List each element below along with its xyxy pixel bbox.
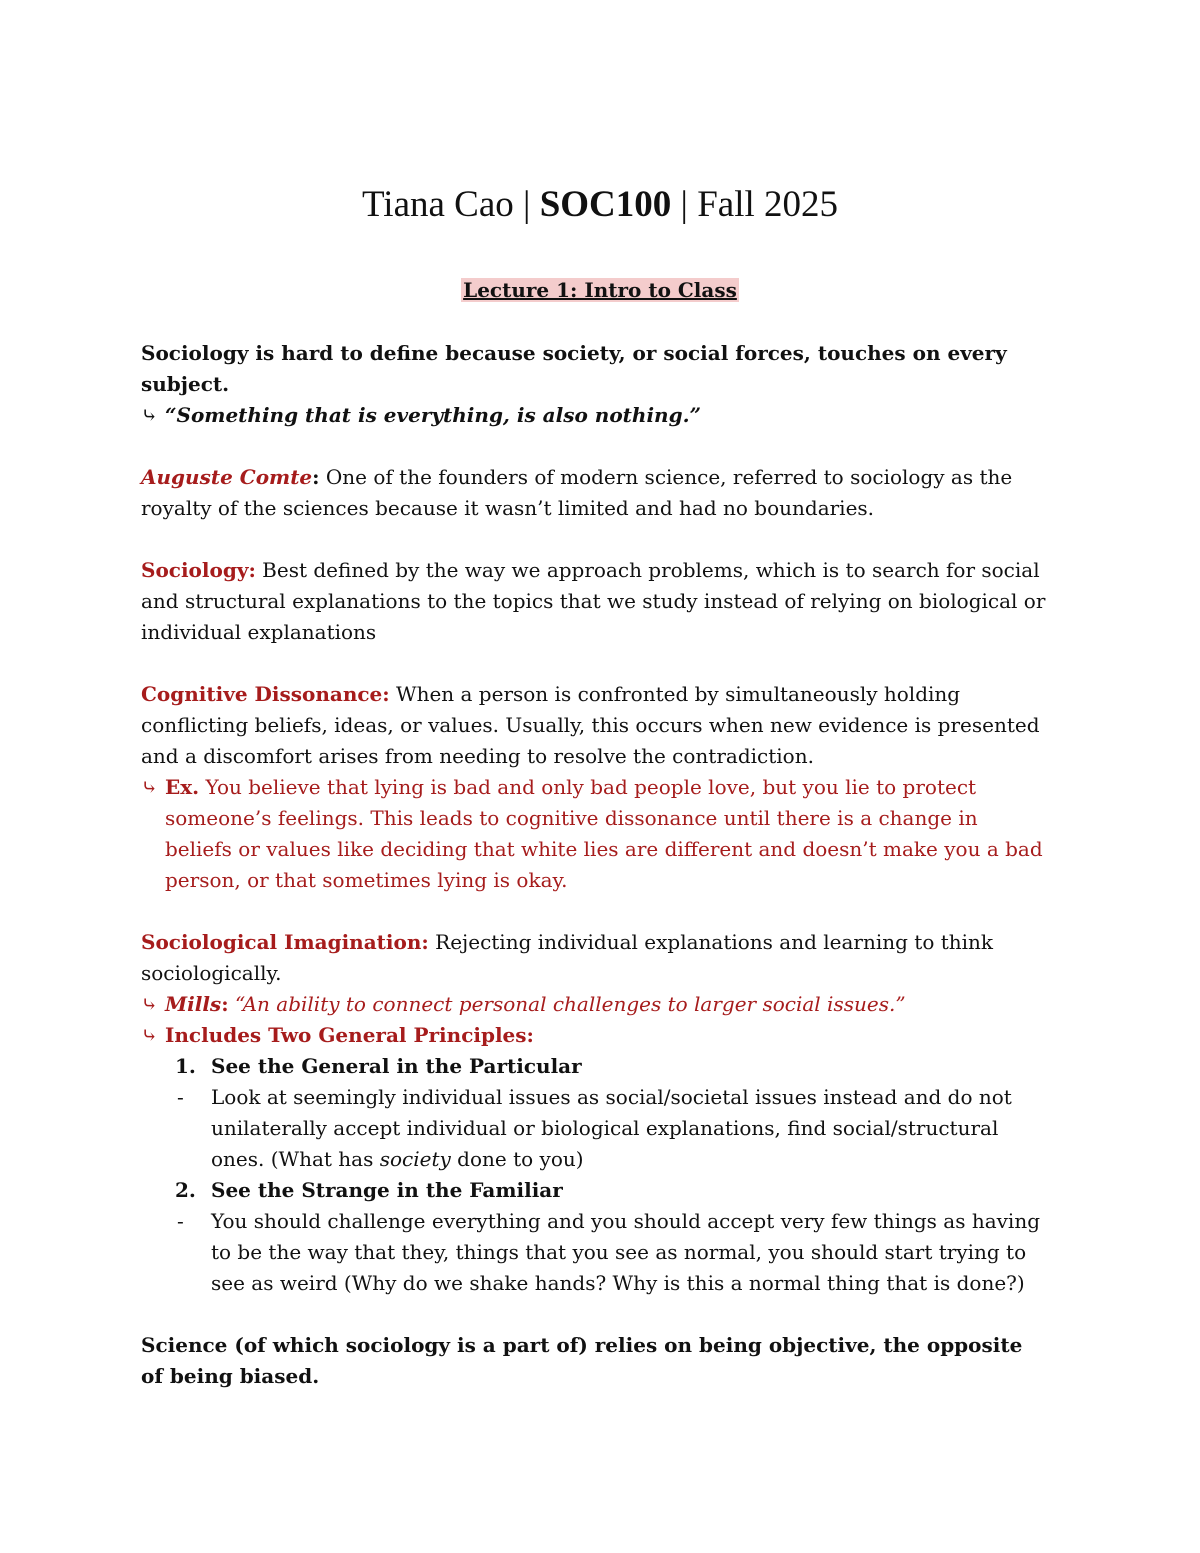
dissonance-term: Cognitive Dissonance: <box>141 682 390 706</box>
term: Fall 2025 <box>697 184 838 225</box>
principles-label: Includes Two General Principles: <box>165 1023 534 1047</box>
science-statement: Science (of which sociology is a part of) relies on being objective, the opposite of being biased. <box>141 1333 1023 1388</box>
arrow-icon: ⤷ <box>141 403 158 427</box>
dissonance-definition: Cognitive Dissonance: When a person is confronted by simultaneously holding conflicting beliefs, ideas, or values. Usually, this occurs when new evidence is presented and a discomfort arises from needing to resolve the contradiction. <box>141 682 1040 768</box>
page-title: Tiana Cao | SOC100 | Fall 2025 <box>361 184 838 225</box>
intro-quote-line <box>141 400 1046 431</box>
principle-title: See the Strange in the Familiar <box>211 1178 563 1202</box>
dissonance-example: ⤷ Ex. You believe that lying is bad and only bad people love, but you lie to protect someone’s feelings. This leads to cognitive dissonance until there is a change in beliefs or values like deciding that white lies are different and doesn’t make you a bad person, or that sometimes lying is okay. <box>141 772 1046 896</box>
imagination-term: Sociological Imagination: <box>141 930 429 954</box>
notes-body <box>141 338 1046 1392</box>
lecture-heading: Lecture 1: Intro to Class <box>463 278 737 302</box>
mills-quote-line: ⤷ Mills: “An ability to connect personal challenges to larger social issues.” <box>141 989 1046 1020</box>
comte-term: Auguste Comte <box>141 465 313 489</box>
arrow-icon: ⤷ <box>141 775 158 799</box>
principle-item: 2. See the Strange in the Familiar <box>175 1178 563 1202</box>
principle-item: 1. See the General in the Particular <box>175 1054 582 1078</box>
arrow-icon: ⤷ <box>141 1023 158 1047</box>
course-code: SOC100 <box>539 184 672 225</box>
intro-statement: Sociology is hard to define because society, or social forces, touches on every subject. <box>141 341 1007 396</box>
intro-quote: “Something that is everything, is also nothing.” <box>165 403 702 427</box>
principle-detail: - You should challenge everything and you should accept very few things as having to be the way that they, things that you see as normal, you should start trying to see as weird (Why do we shake hands? Why is this a normal thing that is done?) <box>177 1209 1041 1295</box>
sociology-term: Sociology: <box>141 558 256 582</box>
comte-paragraph: Auguste Comte: One of the founders of modern science, referred to sociology as the royalty of the sciences because it wasn’t limited and had no boundaries. <box>141 465 1013 520</box>
mills-quote: “An ability to connect personal challenges to larger social issues.” <box>228 992 906 1016</box>
example-label: Ex. <box>165 775 200 799</box>
imagination-definition: Sociological Imagination: Rejecting individual explanations and learning to think sociologically. <box>141 930 994 985</box>
mills-name: Mills <box>165 992 222 1016</box>
principle-title: See the General in the Particular <box>211 1054 582 1078</box>
author-name: Tiana Cao <box>361 184 514 225</box>
arrow-icon: ⤷ <box>141 992 158 1016</box>
principle-detail: - Look at seemingly individual issues as social/societal issues instead and do not unilaterally accept individual or biological explanations, find social/structural ones. (What has society done to you) <box>177 1085 1012 1171</box>
sociology-definition: Sociology: Best defined by the way we approach problems, which is to search for social and structural explanations to the topics that we study instead of relying on biological or individual explanations <box>141 558 1046 644</box>
principles-label-line <box>141 1020 1046 1051</box>
